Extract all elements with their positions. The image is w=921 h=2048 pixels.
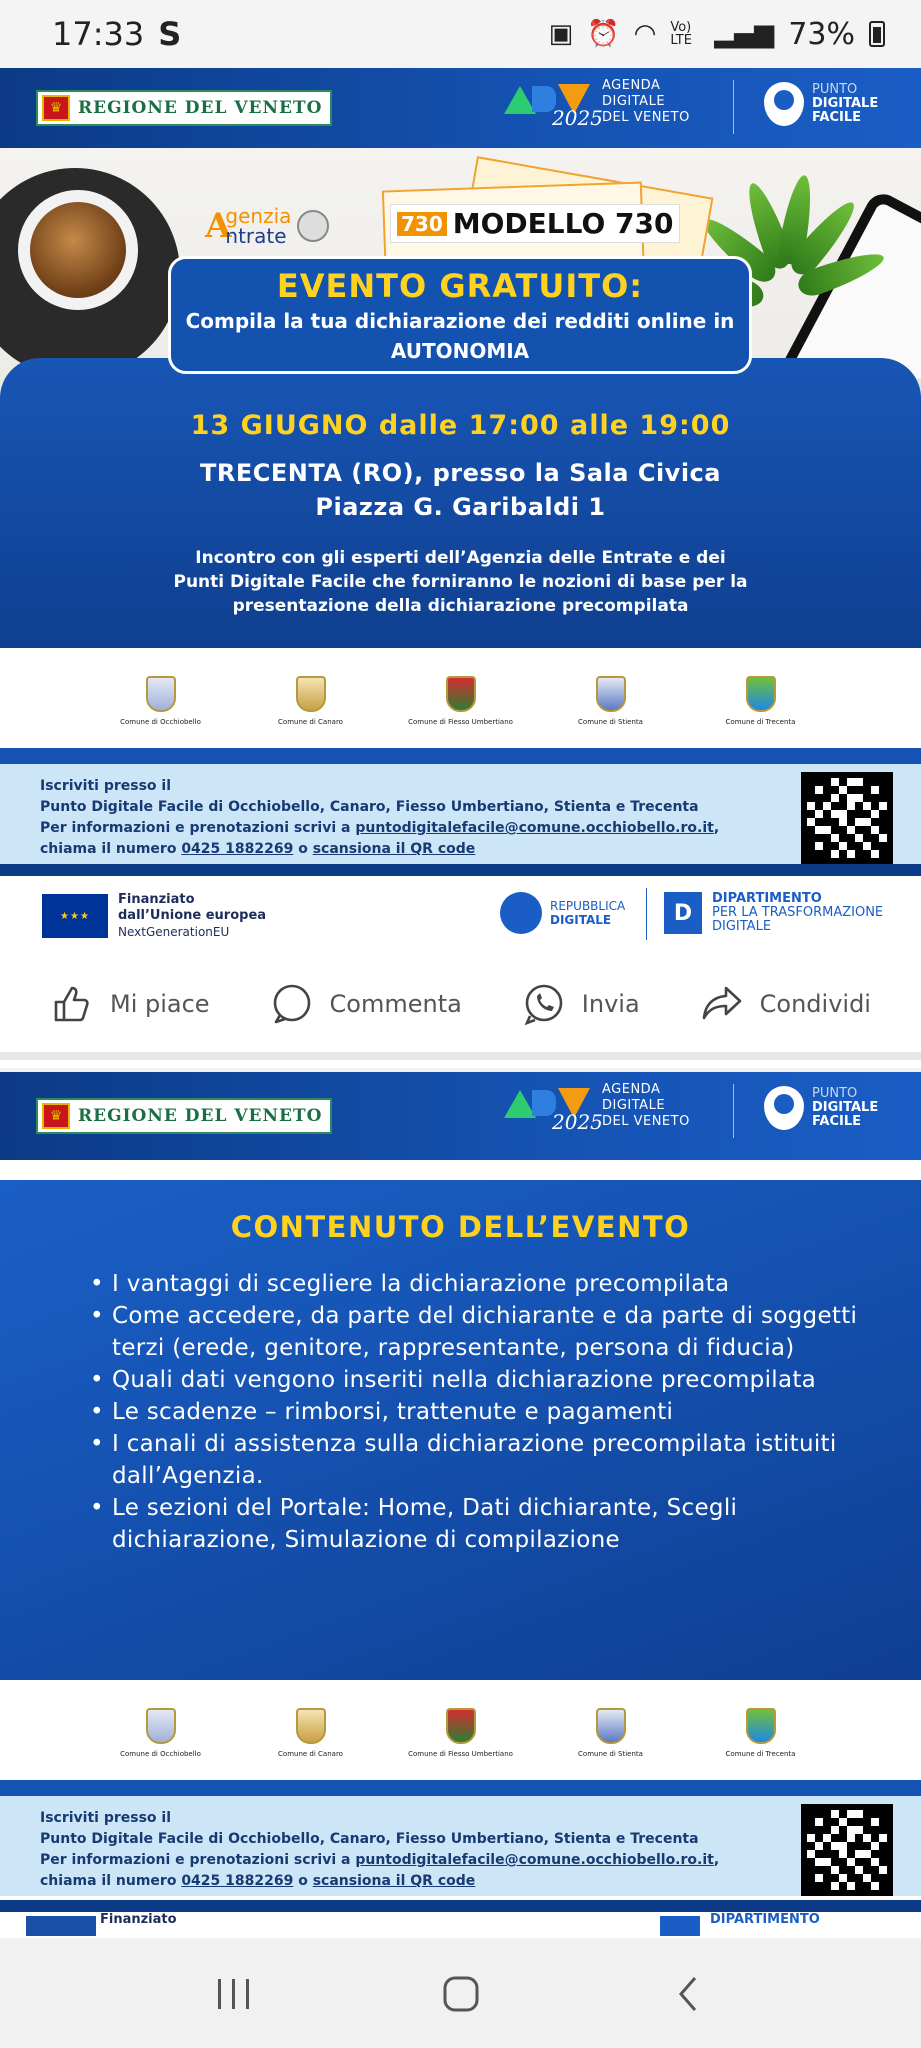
qr-code[interactable] [801, 1804, 893, 1896]
comune-logo [717, 1708, 805, 1758]
flyer-hero [0, 148, 921, 648]
eu-line: Finanziato [118, 892, 195, 907]
punto-digitale-facile-logo [764, 82, 878, 126]
post-event-content[interactable] [0, 1072, 921, 1938]
comuni-logos [0, 1680, 921, 1780]
comune-name: Comune di Occhiobello [120, 1750, 201, 1758]
back-icon [673, 1974, 703, 2014]
phone-link[interactable]: 0425 1882269 [181, 841, 294, 857]
crest-icon [596, 676, 626, 712]
adv-line: AGENDA [602, 78, 661, 93]
rep-line: REPUBBLICA [550, 899, 626, 913]
info-text: o [293, 841, 313, 857]
regione-veneto-logo [36, 90, 332, 126]
system-nav-bar [0, 1940, 921, 2048]
info-line: Punto Digitale Facile di Occhiobello, Canaro, Fiesso Umbertiano, Stienta e Trecenta [40, 799, 699, 815]
info-line [40, 1850, 921, 1871]
comune-name: Comune di Fiesso Umbertiano [408, 1750, 513, 1758]
volte-label: Vo) LTE [670, 20, 692, 48]
post-actions [0, 956, 921, 1060]
event-desc-line: Incontro con gli esperti dell’Agenzia delle Entrate e dei [195, 548, 726, 568]
comune-name: Comune di Stienta [578, 718, 643, 726]
comune-name: Comune di Fiesso Umbertiano [408, 718, 513, 726]
info-line [40, 1871, 921, 1892]
signal-icon: ▂▄▆ [714, 19, 775, 49]
event-desc-line: presentazione della dichiarazione precompilata [232, 596, 689, 616]
status-icons [549, 17, 885, 52]
list-item: • Le scadenze – rimborsi, trattenute e pagamenti [112, 1396, 870, 1428]
comune-name: Comune di Stienta [578, 1750, 643, 1758]
comune-logo [567, 676, 655, 726]
crest-icon [146, 1708, 176, 1744]
share-label: Condividi [759, 990, 871, 1018]
battery-percent: 73% [788, 16, 855, 52]
crest-icon [296, 676, 326, 712]
comune-logo [267, 676, 355, 726]
comune-name: Comune di Canaro [278, 718, 343, 726]
pdf-line: DIGITALE [812, 96, 879, 111]
whatsapp-icon [522, 982, 566, 1026]
comune-name: Comune di Trecenta [725, 718, 796, 726]
funding-logos-cut [0, 1912, 921, 1938]
event-place-line: TRECENTA (RO), presso la Sala Civica [200, 459, 721, 487]
regione-text: REGIONE DEL VENETO [78, 1106, 323, 1126]
adv-line: AGENDA [602, 1082, 661, 1097]
italy-map-icon [500, 892, 542, 934]
qr-code[interactable] [801, 772, 893, 864]
info-text: chiama il numero [40, 1873, 182, 1889]
qr-grid [807, 778, 887, 858]
qr-link[interactable]: scansiona il QR code [312, 841, 476, 857]
info-text: Per informazioni e prenotazioni scrivi a [40, 820, 356, 836]
event-title-box [168, 256, 752, 374]
info-line [40, 839, 921, 860]
share-button[interactable] [700, 982, 871, 1026]
agenda-digitale-logo [502, 74, 690, 130]
comune-logo [408, 676, 513, 726]
comment-label: Commenta [329, 990, 462, 1018]
post-event-flyer[interactable] [0, 68, 921, 1068]
adv-year: 2025 [552, 106, 603, 130]
italy-emblem-icon [297, 210, 329, 242]
list-item: • I canali di assistenza sulla dichiarazione precompilata istituiti dall’Agenzia. [112, 1428, 870, 1492]
dipartimento-icon [660, 1916, 700, 1936]
adv-line: DIGITALE [602, 1098, 666, 1113]
content-title: CONTENUTO DELL’EVENTO [230, 1210, 691, 1244]
email-link[interactable]: puntodigitalefacile@comune.occhiobello.ro.it [355, 820, 714, 836]
send-label: Invia [581, 990, 640, 1018]
location-pin-icon [764, 82, 804, 126]
eu-line: NextGenerationEU [118, 925, 230, 939]
status-time: 17:33 [52, 15, 145, 53]
crest-icon [596, 1708, 626, 1744]
qr-grid [807, 1810, 887, 1890]
event-description [0, 546, 921, 618]
info-line: Iscriviti presso il [40, 1810, 172, 1826]
registration-info [0, 760, 921, 864]
repubblica-digitale-logo [500, 892, 625, 934]
qr-link[interactable]: scansiona il QR code [312, 1873, 476, 1889]
comment-button[interactable] [270, 982, 462, 1026]
pdf-line: PUNTO [812, 82, 858, 97]
comune-logo [408, 1708, 513, 1758]
crest-icon [296, 1708, 326, 1744]
modello-badge: 730 [397, 212, 447, 236]
status-bar [0, 0, 921, 68]
agenzia-entrate-logo: A genzia ntrate [205, 206, 329, 246]
pdf-line: FACILE [812, 110, 861, 125]
nfc-icon: ▣ [548, 19, 574, 49]
dip-line: DIPARTIMENTO [712, 891, 822, 906]
comuni-logos [0, 648, 921, 748]
share-arrow-icon [700, 982, 744, 1026]
crest-icon [746, 1708, 776, 1744]
event-title: EVENTO GRATUITO: [276, 267, 644, 305]
adv-year: 2025 [552, 1110, 603, 1134]
adv-line: DIGITALE [602, 94, 666, 109]
info-text: , [713, 820, 720, 836]
like-button[interactable] [50, 982, 210, 1026]
modello-730-label [390, 204, 680, 243]
dipartimento-logo [664, 892, 883, 934]
regione-text: REGIONE DEL VENETO [78, 98, 323, 118]
dip-line: DIPARTIMENTO [710, 1912, 820, 1927]
comune-logo [717, 676, 805, 726]
pdf-line: DIGITALE [812, 1100, 879, 1115]
eu-line: dall’Unione europea [118, 908, 267, 923]
event-subtitle-2: AUTONOMIA [390, 339, 530, 363]
registration-info [0, 1792, 921, 1896]
info-text: , [713, 1852, 720, 1868]
recent-apps-icon [214, 1976, 254, 2012]
adv-line: DEL VENETO [602, 1114, 690, 1129]
dip-letter: D [664, 892, 702, 934]
event-date: 13 GIUGNO dalle 17:00 alle 19:00 [190, 410, 731, 441]
comune-name: Comune di Trecenta [725, 1750, 796, 1758]
list-item: • Le sezioni del Portale: Home, Dati dichiarante, Scegli dichiarazione, Simulazione di compilazione [112, 1492, 870, 1556]
comune-logo [117, 676, 205, 726]
alarm-icon: ⏰ [587, 19, 620, 49]
lion-icon: ♛ [42, 95, 70, 121]
list-item: • Come accedere, da parte del dichiarante e da parte di soggetti terzi (erede, genitore, rappresentante, persona di fiducia) [112, 1300, 870, 1364]
funding-logos [0, 876, 921, 956]
eu-line: Finanziato [100, 1912, 177, 1927]
info-line: Punto Digitale Facile di Occhiobello, Canaro, Fiesso Umbertiano, Stienta e Trecenta [40, 1831, 699, 1847]
wifi-icon: ◠ [633, 19, 657, 49]
event-place [0, 456, 921, 524]
list-item: • Quali dati vengono inseriti nella dichiarazione precompilata [112, 1364, 870, 1396]
pdf-line: PUNTO [812, 1086, 858, 1101]
location-pin-icon [764, 1086, 804, 1130]
content-list [90, 1268, 870, 1556]
app-notification-icon: S [158, 15, 182, 53]
dip-line: DIGITALE [712, 919, 772, 934]
agenda-digitale-logo [502, 1078, 690, 1134]
recent-apps-button[interactable] [204, 1964, 264, 2024]
flyer-header [0, 68, 921, 148]
agenzia-word: genzia [225, 204, 292, 228]
rep-line: DIGITALE [550, 913, 612, 927]
event-desc-line: Punti Digitale Facile che forniranno le nozioni di base per la [173, 572, 748, 592]
adv-line: DEL VENETO [602, 110, 690, 125]
entrate-word: ntrate [225, 224, 287, 248]
event-content-panel [0, 1180, 921, 1680]
list-item: • I vantaggi di scegliere la dichiarazione precompilata [112, 1268, 870, 1300]
crest-icon [446, 1708, 476, 1744]
pdf-line: FACILE [812, 1114, 861, 1129]
comment-bubble-icon [270, 982, 314, 1026]
eu-flag-icon: ★★★ [42, 894, 108, 938]
battery-icon [869, 21, 885, 47]
info-text: Per informazioni e prenotazioni scrivi a [40, 1852, 356, 1868]
comune-logo [117, 1708, 205, 1758]
send-button[interactable] [522, 982, 640, 1026]
info-text: o [293, 1873, 313, 1889]
punto-digitale-facile-logo [764, 1086, 878, 1130]
back-button[interactable] [658, 1964, 718, 2024]
like-label: Mi piace [109, 990, 210, 1018]
lion-icon: ♛ [42, 1103, 70, 1129]
home-icon [441, 1974, 481, 2014]
comune-name: Comune di Canaro [278, 1750, 343, 1758]
email-link[interactable]: puntodigitalefacile@comune.occhiobello.ro.it [355, 1852, 714, 1868]
comune-logo [267, 1708, 355, 1758]
regione-veneto-logo [36, 1098, 332, 1134]
eu-flag-icon [26, 1916, 96, 1936]
event-subtitle: Compila la tua dichiarazione dei redditi online in [185, 309, 735, 333]
event-place-line: Piazza G. Garibaldi 1 [315, 493, 606, 521]
crest-icon [146, 676, 176, 712]
flyer-header [0, 1072, 921, 1160]
info-text: chiama il numero [40, 841, 182, 857]
thumbs-up-icon [50, 982, 94, 1026]
info-line: Iscriviti presso il [40, 778, 172, 794]
comune-logo [567, 1708, 655, 1758]
modello-title: MODELLO 730 [452, 207, 674, 240]
dip-line: PER LA TRASFORMAZIONE [712, 905, 884, 920]
info-line [40, 818, 921, 839]
phone-link[interactable]: 0425 1882269 [181, 1873, 294, 1889]
home-button[interactable] [431, 1964, 491, 2024]
crest-icon [446, 676, 476, 712]
comune-name: Comune di Occhiobello [120, 718, 201, 726]
crest-icon [746, 676, 776, 712]
